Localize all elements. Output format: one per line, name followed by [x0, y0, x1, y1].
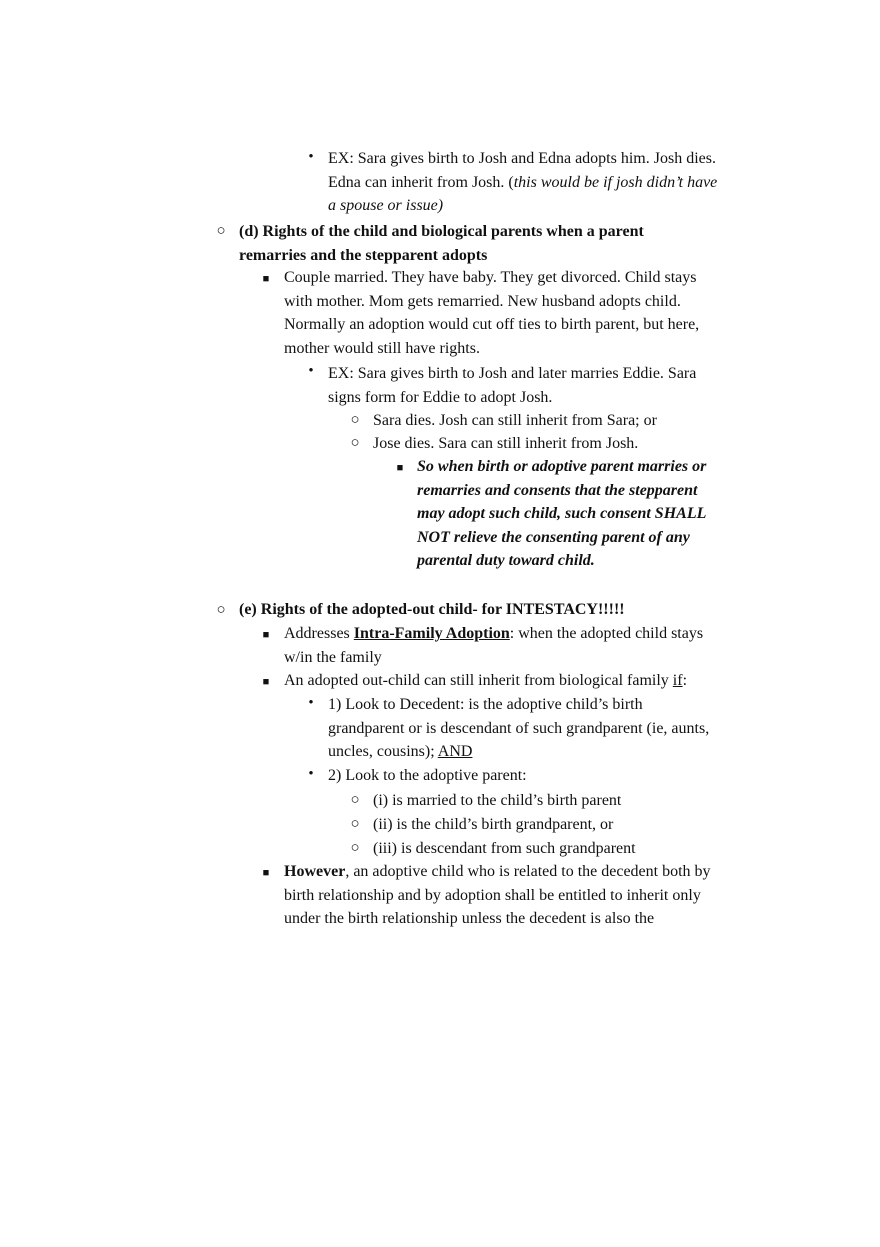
- bullet-dot: •: [308, 149, 314, 165]
- bullet-circle: ○: [350, 840, 360, 856]
- bullet-circle: ○: [350, 816, 360, 832]
- bullet-circle: ○: [350, 412, 360, 428]
- inherit-suffix: :: [682, 672, 688, 689]
- addresses-item: [284, 622, 724, 669]
- example-josh-edna: [328, 147, 728, 218]
- section-d-sub2: Jose dies. Sara can still inherit from Josh.: [373, 435, 639, 452]
- intra-family-adoption-term: Intra-Family Adoption: [353, 625, 510, 642]
- example-josh-edna-note: this would be if josh didn’t have a spouse or issue): [328, 173, 718, 214]
- example-josh-edna-text: EX: Sara gives birth to Josh and Edna adopts him. Josh dies. Edna can inherit from Josh. (: [328, 150, 716, 191]
- look-to-adoptive-parent: 2) Look to the adoptive parent:: [328, 767, 527, 784]
- however-bold: However: [284, 863, 346, 880]
- section-e-heading: (e) Rights of the adopted-out child- for INTESTACY!!!!!: [239, 601, 625, 618]
- condition-i: (i) is married to the child’s birth parent: [373, 792, 622, 809]
- addresses-prefix: Addresses: [284, 625, 354, 642]
- however-rest: , an adoptive child who is related to the decedent both by birth relationship and by adoption shall be entitled to inherit only under the birth relationship unless the decedent is also the: [284, 863, 711, 927]
- section-d-point: Couple married. They have baby. They get divorced. Child stays with mother. Mom gets remarried. New husband adopts child. Normally an adoption would cut off ties to birth parent, but here, mother would still have rights.: [284, 269, 700, 357]
- bullet-square: ■: [262, 273, 270, 285]
- inherit-item: [284, 669, 734, 693]
- bullet-circle: ○: [216, 223, 226, 239]
- bullet-dot: •: [308, 363, 314, 379]
- bullet-square: ■: [262, 629, 270, 641]
- section-d-example: EX: Sara gives birth to Josh and later marries Eddie. Sara signs form for Eddie to adopt Josh.: [328, 365, 697, 406]
- section-d-sub1: Sara dies. Josh can still inherit from Sara; or: [373, 412, 657, 429]
- section-d-rule: So when birth or adoptive parent marries or remarries and consents that the stepparent may adopt such child, such consent SHALL NOT relieve the consenting parent of any parental duty toward child.: [417, 458, 707, 569]
- bullet-square: ■: [396, 462, 404, 474]
- bullet-dot: •: [308, 695, 314, 711]
- bullet-circle: ○: [350, 435, 360, 451]
- bullet-dot: •: [308, 766, 314, 782]
- bullet-square: ■: [262, 867, 270, 879]
- look1-and: AND: [437, 743, 473, 760]
- section-d-heading: (d) Rights of the child and biological parents when a parent remarries and the stepparent adopts: [239, 223, 644, 264]
- condition-ii: (ii) is the child’s birth grandparent, or: [373, 816, 614, 833]
- however-item: [284, 860, 734, 931]
- bullet-square: ■: [262, 676, 270, 688]
- addresses-suffix: : when the adopted child stays w/in the family: [284, 625, 704, 666]
- look1-text: 1) Look to Decedent: is the adoptive child’s birth grandparent or is descendant of such grandparent (ie, aunts, uncles, cousins);: [328, 696, 710, 760]
- bullet-circle: ○: [216, 602, 226, 618]
- look-to-decedent: [328, 693, 718, 764]
- bullet-circle: ○: [350, 792, 360, 808]
- inherit-prefix: An adopted out-child can still inherit from biological family: [284, 672, 673, 689]
- condition-iii: (iii) is descendant from such grandparent: [373, 840, 636, 857]
- inherit-if: if: [672, 672, 683, 689]
